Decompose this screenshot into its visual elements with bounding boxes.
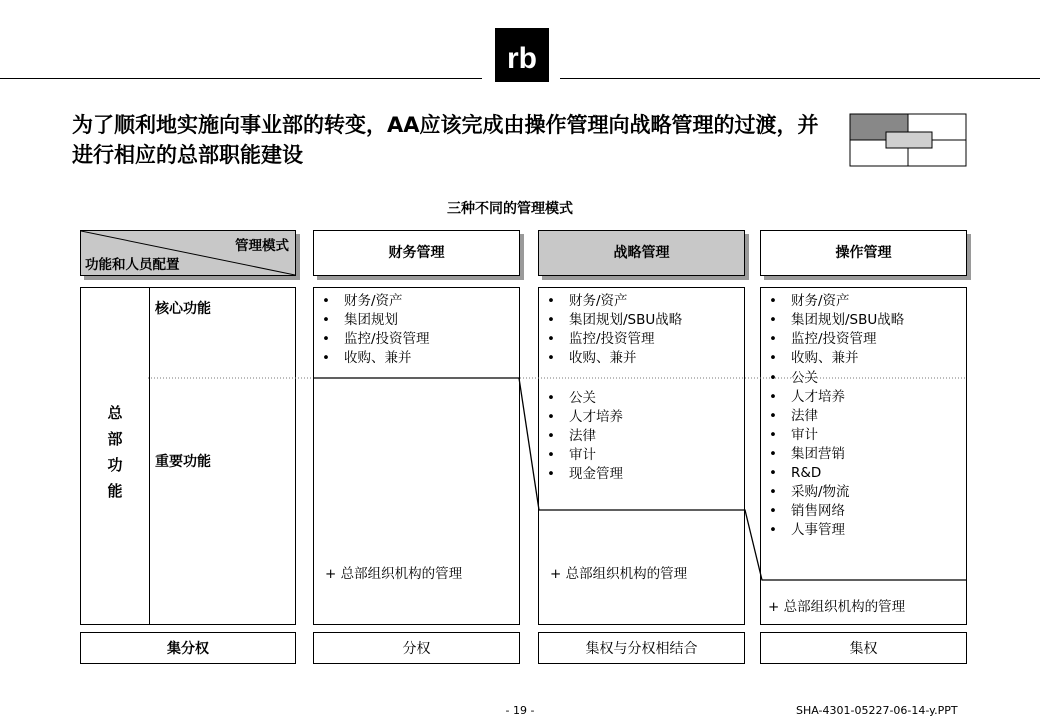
operational-hq-org-item: + 总部组织机构的管理 xyxy=(768,599,906,615)
corner-label-function: 功能和人员配置 xyxy=(85,257,180,273)
list-item: • 收购、兼并 xyxy=(543,349,682,368)
list-item: • 人才培养 xyxy=(765,388,850,407)
list-item: • 法律 xyxy=(765,407,850,426)
matrix-subtitle: 三种不同的管理模式 xyxy=(447,201,573,217)
financial-core-list xyxy=(318,292,430,368)
list-item: • 现金管理 xyxy=(543,465,623,484)
list-item: • 财务/资产 xyxy=(318,292,430,311)
list-item: • 集团规划 xyxy=(318,311,430,330)
slide-title: 为了顺利地实施向事业部的转变，AA应该完成由操作管理向战略管理的过渡，并进行相应的总部职能建设 xyxy=(72,113,819,167)
list-item: • 财务/资产 xyxy=(543,292,682,311)
list-item: • 审计 xyxy=(543,446,623,465)
row-group-char: 部 xyxy=(107,430,123,448)
list-item: • 财务/资产 xyxy=(765,292,904,311)
header-label: 战略管理 xyxy=(613,245,670,261)
footer-cell-operational xyxy=(760,632,967,664)
footer-cell-centralization xyxy=(80,632,296,664)
footer-label: 分权 xyxy=(402,641,431,657)
list-item: • R&D xyxy=(765,464,850,483)
row-label-important: 重要功能 xyxy=(155,454,211,470)
logo-text: rb xyxy=(507,42,537,75)
corner-label-mode: 管理模式 xyxy=(235,238,289,254)
list-item: • 公关 xyxy=(765,369,850,388)
list-item: • 人事管理 xyxy=(765,521,850,540)
scope-boundary-line xyxy=(313,378,966,580)
footer-cell-strategic xyxy=(538,632,745,664)
list-item: • 收购、兼并 xyxy=(318,349,430,368)
list-item: • 公关 xyxy=(543,389,623,408)
footer-label: 集权 xyxy=(849,641,878,657)
header-label: 财务管理 xyxy=(388,245,445,261)
list-item: • 监控/投资管理 xyxy=(318,330,430,349)
list-item: • 人才培养 xyxy=(543,408,623,427)
list-item: • 集团规划/SBU战略 xyxy=(765,311,904,330)
page-number: - 19 - xyxy=(505,704,535,717)
row-group-char: 能 xyxy=(107,482,123,500)
footer-label: 集分权 xyxy=(167,641,209,657)
list-item: • 销售网络 xyxy=(765,502,850,521)
strategic-hq-org-item: + 总部组织机构的管理 xyxy=(550,566,688,582)
footer-label: 集权与分权相结合 xyxy=(585,641,698,657)
row-group-char: 总 xyxy=(107,404,123,422)
list-item: • 监控/投资管理 xyxy=(543,330,682,349)
list-item: • 采购/物流 xyxy=(765,483,850,502)
operational-core-list xyxy=(765,292,904,368)
financial-hq-org-item: + 总部组织机构的管理 xyxy=(325,566,463,582)
row-label-core: 核心功能 xyxy=(155,301,211,317)
strategic-core-list xyxy=(543,292,682,368)
header-label: 操作管理 xyxy=(835,245,892,261)
footer-cell-financial xyxy=(313,632,520,664)
operational-important-list xyxy=(765,369,850,540)
list-item: • 集团营销 xyxy=(765,445,850,464)
list-item: • 集团规划/SBU战略 xyxy=(543,311,682,330)
strategic-important-list xyxy=(543,389,623,484)
row-group-char: 功 xyxy=(107,456,123,474)
document-code: SHA-4301-05227-06-14-y.PPT xyxy=(796,704,958,717)
list-item: • 监控/投资管理 xyxy=(765,330,904,349)
list-item: • 法律 xyxy=(543,427,623,446)
list-item: • 收购、兼并 xyxy=(765,349,904,368)
list-item: • 审计 xyxy=(765,426,850,445)
